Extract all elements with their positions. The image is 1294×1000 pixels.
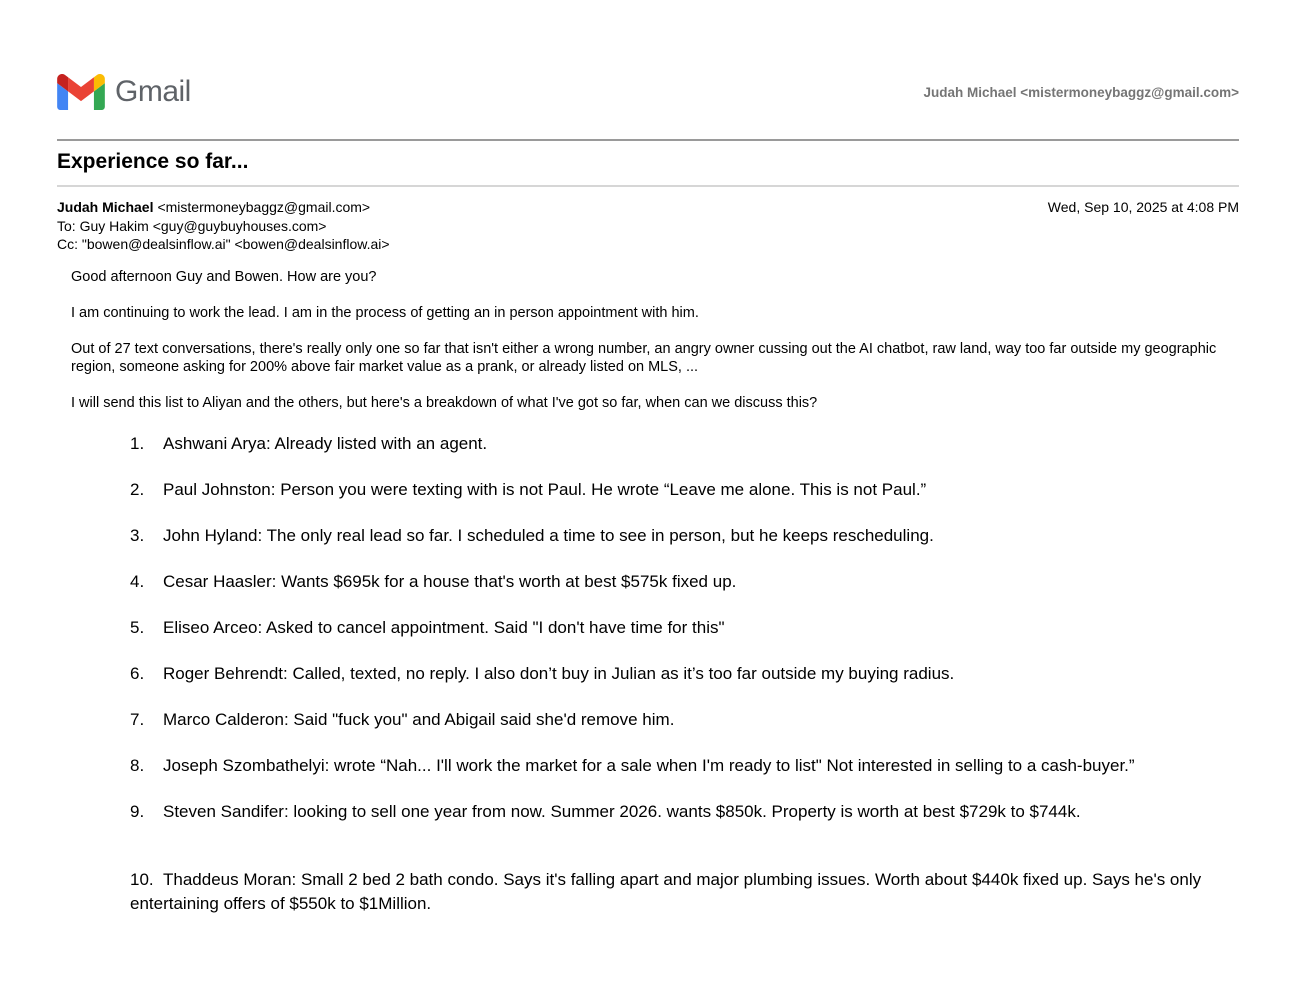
list-item bbox=[130, 616, 1239, 640]
from-line bbox=[57, 198, 390, 217]
list-item-number: 4. bbox=[130, 571, 145, 591]
list-item bbox=[130, 662, 1239, 686]
list-item-number: 3. bbox=[130, 525, 145, 545]
list-item bbox=[130, 754, 1239, 778]
list-item-text: Ashwani Arya: Already listed with an agent. bbox=[163, 433, 488, 453]
list-item bbox=[130, 478, 1239, 502]
list-item bbox=[130, 708, 1239, 732]
body-paragraph: Good afternoon Guy and Bowen. How are you? bbox=[71, 268, 377, 285]
to-line: To: Guy Hakim <guy@guybuyhouses.com> bbox=[57, 217, 327, 234]
list-item-number: 2. bbox=[130, 479, 145, 499]
list-item-number: 5. bbox=[130, 617, 145, 637]
email-body bbox=[57, 268, 1239, 916]
print-header bbox=[57, 74, 1239, 110]
body-paragraph: I will send this list to Aliyan and the others, but here's a breakdown of what I've got so far, when can we discuss this? bbox=[71, 394, 818, 411]
list-item-text: John Hyland: The only real lead so far. I scheduled a time to see in person, but he keeps rescheduling. bbox=[163, 525, 934, 545]
subject-divider bbox=[57, 185, 1239, 187]
message-meta bbox=[57, 198, 1239, 254]
gmail-logo bbox=[57, 74, 191, 110]
cc-line: Cc: "bowen@dealsinflow.ai" <bowen@dealsinflow.ai> bbox=[57, 236, 390, 252]
list-item-number: 6. bbox=[130, 663, 145, 683]
list-item-text: Joseph Szombathelyi: wrote “Nah... I'll work the market for a sale when I'm ready to list" Not interested in selling to a cash-buyer.” bbox=[163, 755, 1135, 775]
gmail-wordmark: Gmail bbox=[115, 75, 191, 108]
body-paragraphs bbox=[71, 268, 1239, 412]
from-name: Judah Michael bbox=[57, 199, 154, 215]
lead-breakdown-list bbox=[71, 432, 1239, 916]
list-item-text: Cesar Haasler: Wants $695k for a house that's worth at best $575k fixed up. bbox=[163, 571, 737, 591]
list-item-number: 8. bbox=[130, 755, 145, 775]
account-identity: Judah Michael <mistermoneybaggz@gmail.com> bbox=[923, 84, 1239, 100]
list-item-number: 10. bbox=[130, 869, 154, 889]
list-item bbox=[130, 524, 1239, 548]
list-item-text: Thaddeus Moran: Small 2 bed 2 bath condo. Says it's falling apart and major plumbing issues. Worth about $440k fixed up. Says he's only entertaining offers of $550k to $1Million. bbox=[130, 869, 1202, 913]
list-item-number: 9. bbox=[130, 801, 145, 821]
list-item-number: 1. bbox=[130, 433, 145, 453]
body-paragraph: I am continuing to work the lead. I am in the process of getting an in person appointment with him. bbox=[71, 304, 699, 321]
email-subject: Experience so far... bbox=[57, 150, 249, 173]
list-item-text: Eliseo Arceo: Asked to cancel appointment. Said "I don't have time for this" bbox=[163, 617, 725, 637]
list-item bbox=[130, 570, 1239, 594]
from-email: <mistermoneybaggz@gmail.com> bbox=[157, 199, 371, 215]
gmail-m-icon bbox=[57, 74, 105, 110]
list-item-text: Paul Johnston: Person you were texting with is not Paul. He wrote “Leave me alone. This is not Paul.” bbox=[163, 479, 927, 499]
message-date: Wed, Sep 10, 2025 at 4:08 PM bbox=[1047, 199, 1239, 215]
list-item bbox=[130, 800, 1239, 824]
list-item bbox=[130, 868, 1239, 916]
list-item-text: Steven Sandifer: looking to sell one year from now. Summer 2026. wants $850k. Property is worth at best $729k to $744k. bbox=[163, 801, 1081, 821]
sender-block bbox=[57, 198, 390, 254]
list-item bbox=[130, 432, 1239, 456]
list-item-text: Marco Calderon: Said "fuck you" and Abigail said she'd remove him. bbox=[163, 709, 675, 729]
list-item-number: 7. bbox=[130, 709, 145, 729]
list-item-text: Roger Behrendt: Called, texted, no reply. I also don’t buy in Julian as it’s too far outside my buying radius. bbox=[163, 663, 955, 683]
header-divider bbox=[57, 139, 1239, 141]
body-paragraph: Out of 27 text conversations, there's really only one so far that isn't either a wrong number, an angry owner cussing out the AI chatbot, raw land, way too far outside my geographic region, someone asking for 200% above fair market value as a prank, or already listed on MLS, ... bbox=[71, 340, 1217, 375]
